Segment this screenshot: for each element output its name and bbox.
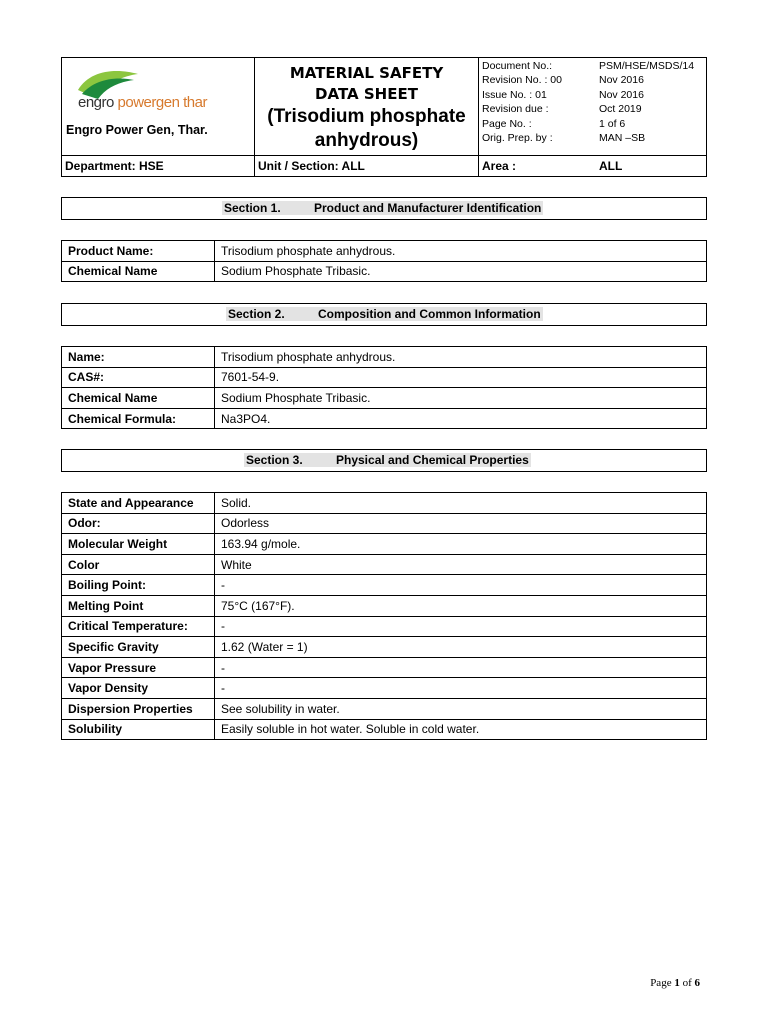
- table-row: [62, 493, 707, 514]
- meta-key: Page No. :: [482, 117, 532, 130]
- meta-row: [482, 59, 704, 73]
- meta-key: Document No.:: [482, 60, 553, 72]
- table-row: [62, 347, 707, 368]
- row-key: Molecular Weight: [62, 534, 215, 555]
- row-value: -: [215, 678, 707, 699]
- meta-value: PSM/HSE/MSDS/14: [599, 60, 695, 72]
- meta-row: [482, 88, 704, 102]
- section-3-heading: [61, 449, 707, 472]
- row-value: 1.62 (Water = 1): [215, 637, 707, 658]
- row-value: -: [215, 657, 707, 678]
- row-value: See solubility in water.: [215, 698, 707, 719]
- meta-key: Revision No. : 00: [482, 74, 562, 87]
- row-key: State and Appearance: [62, 493, 215, 514]
- department-label: Department: HSE: [62, 156, 255, 177]
- row-key: Melting Point: [62, 595, 215, 616]
- title-line-1: MATERIAL SAFETY: [289, 64, 444, 82]
- table-row: [62, 575, 707, 596]
- row-key: Chemical Name: [62, 261, 215, 282]
- table-row: [62, 408, 707, 429]
- table-row: [62, 698, 707, 719]
- table-row: [62, 388, 707, 409]
- footer-current-page: 1: [674, 977, 680, 989]
- area-label: Area :: [482, 159, 517, 173]
- meta-value: 1 of 6: [599, 117, 626, 130]
- row-key: Dispersion Properties: [62, 698, 215, 719]
- meta-value: MAN –SB: [599, 132, 646, 145]
- section-2-table: [61, 346, 707, 429]
- meta-row: [482, 131, 704, 145]
- area-value: ALL: [599, 159, 623, 173]
- section-2-heading: [61, 303, 707, 326]
- row-key: Name:: [62, 347, 215, 368]
- logo-cell: [62, 58, 255, 156]
- row-value: Odorless: [215, 513, 707, 534]
- title-cell: [255, 58, 479, 156]
- meta-row: [482, 117, 704, 131]
- table-row: [62, 637, 707, 658]
- logo-wordmark: [78, 94, 207, 111]
- footer-page-word: Page: [650, 977, 672, 989]
- row-key: Chemical Name: [62, 388, 215, 409]
- table-row: [62, 719, 707, 740]
- row-key: Product Name:: [62, 241, 215, 262]
- row-key: Critical Temperature:: [62, 616, 215, 637]
- footer-total-pages: 6: [694, 977, 700, 989]
- row-key: Odor:: [62, 513, 215, 534]
- row-key: Vapor Density: [62, 678, 215, 699]
- document-meta: [479, 58, 707, 156]
- section-3-table: [61, 492, 707, 740]
- row-key: CAS#:: [62, 367, 215, 388]
- unit-label: Unit / Section: ALL: [255, 156, 479, 177]
- row-key: Boiling Point:: [62, 575, 215, 596]
- area-cell: [479, 156, 707, 177]
- table-row: [62, 261, 707, 282]
- title-line-4: anhydrous): [314, 130, 419, 151]
- section-3-title-box: [244, 453, 531, 467]
- document-header: [61, 57, 707, 177]
- row-value: -: [215, 616, 707, 637]
- table-row: [62, 616, 707, 637]
- department-row: [62, 156, 707, 177]
- row-key: Color: [62, 554, 215, 575]
- meta-row: [482, 73, 704, 87]
- row-value: Sodium Phosphate Tribasic.: [215, 388, 707, 409]
- section-number: Section 1.: [224, 201, 281, 215]
- row-value: 7601-54-9.: [215, 367, 707, 388]
- row-value: -: [215, 575, 707, 596]
- row-value: Trisodium phosphate anhydrous.: [215, 241, 707, 262]
- table-row: [62, 678, 707, 699]
- table-row: [62, 513, 707, 534]
- logo-brand: engro: [78, 94, 114, 111]
- table-row: [62, 241, 707, 262]
- meta-value: Nov 2016: [599, 74, 644, 87]
- section-title: Physical and Chemical Properties: [336, 453, 529, 467]
- meta-key: Issue No. : 01: [482, 88, 547, 101]
- row-value: 163.94 g/mole.: [215, 534, 707, 555]
- meta-row: [482, 102, 704, 116]
- table-row: [62, 595, 707, 616]
- row-value: Sodium Phosphate Tribasic.: [215, 261, 707, 282]
- section-number: Section 2.: [228, 307, 285, 321]
- section-1-title-box: [222, 201, 543, 215]
- table-row: [62, 554, 707, 575]
- logo-rest: powergen thar: [113, 94, 207, 111]
- section-title: Composition and Common Information: [318, 307, 541, 321]
- meta-value: Nov 2016: [599, 88, 644, 101]
- row-value: Na3PO4.: [215, 408, 707, 429]
- title-line-3: (Trisodium phosphate: [267, 106, 466, 127]
- row-key: Chemical Formula:: [62, 408, 215, 429]
- row-value: Solid.: [215, 493, 707, 514]
- company-name: Engro Power Gen, Thar.: [66, 123, 208, 137]
- meta-value: Oct 2019: [599, 103, 642, 116]
- section-number: Section 3.: [246, 453, 303, 467]
- table-row: [62, 534, 707, 555]
- row-value: Easily soluble in hot water. Soluble in cold water.: [215, 719, 707, 740]
- row-value: 75°C (167°F).: [215, 595, 707, 616]
- row-key: Solubility: [62, 719, 215, 740]
- section-2-title-box: [226, 307, 543, 321]
- title-line-2: DATA SHEET: [315, 85, 418, 103]
- table-row: [62, 367, 707, 388]
- page-footer: [650, 977, 700, 989]
- row-value: Trisodium phosphate anhydrous.: [215, 347, 707, 368]
- section-1-heading: [61, 197, 707, 220]
- table-row: [62, 657, 707, 678]
- meta-key: Orig. Prep. by :: [482, 132, 553, 145]
- section-1-table: [61, 240, 707, 282]
- meta-key: Revision due :: [482, 103, 549, 116]
- row-value: White: [215, 554, 707, 575]
- footer-of-word: of: [682, 977, 692, 989]
- row-key: Vapor Pressure: [62, 657, 215, 678]
- section-title: Product and Manufacturer Identification: [314, 201, 542, 215]
- row-key: Specific Gravity: [62, 637, 215, 658]
